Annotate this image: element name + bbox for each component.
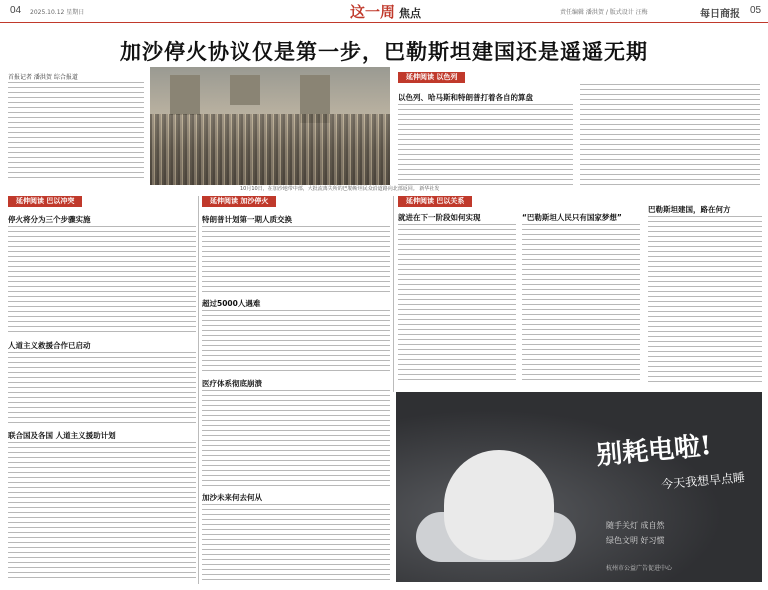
text-mid-2	[202, 310, 390, 374]
subhead-mid-3: 医疗体系彻底崩溃	[202, 379, 262, 388]
section-head-right-a: 延伸阅读 以色列	[398, 72, 465, 83]
section-head-left-a: 延伸阅读 巴以冲突	[8, 196, 82, 207]
public-service-ad	[396, 392, 762, 582]
subhead-mid-2: 超过5000人遇难	[202, 299, 261, 308]
paper-name: 每日商报	[700, 9, 740, 20]
section-head-mid-a: 延伸阅读 加沙停火	[202, 196, 276, 207]
text-left-1	[8, 226, 196, 338]
subhead-mid-1: 特朗普计划第一期人质交换	[202, 215, 292, 224]
text-right-3	[398, 224, 516, 386]
ad-sponsor: 杭州市公益广告促进中心	[606, 565, 673, 572]
editors-credit: 责任编辑 潘洪贺 / 版式设计 汪梅	[560, 9, 648, 16]
subhead-mid-4: 加沙未来何去何从	[202, 493, 262, 502]
subhead-right-4: 巴勒斯坦建国，路在何方	[648, 205, 731, 214]
ad-slogan: 别耗电啦!	[595, 431, 713, 471]
text-right-4	[522, 224, 640, 386]
text-mid-3	[202, 390, 390, 488]
subhead-left-1: 停火将分为三个步骤实施	[8, 215, 91, 224]
subhead-left-3: 联合国及各国 人道主义援助计划	[8, 431, 116, 440]
text-right-5	[648, 216, 762, 386]
column-divider	[198, 196, 199, 584]
sleeping-plug-illustration	[444, 450, 554, 560]
lead-text	[8, 82, 144, 192]
text-mid-1	[202, 226, 390, 296]
column-divider	[393, 196, 394, 392]
text-right-1	[398, 104, 573, 190]
subhead-left-2: 人道主义救援合作已启动	[8, 341, 91, 350]
subhead-right-2: 就进在下一阶段如何实现	[398, 213, 481, 222]
subhead-right-3: “巴勒斯坦人民只有国家梦想”	[522, 213, 622, 222]
page-number-left: 04	[10, 5, 22, 16]
text-mid-4	[202, 504, 390, 584]
ad-subslogan: 今天我想早点睡	[660, 470, 746, 492]
byline: 首报记者 潘洪贺 综合报道	[8, 74, 78, 81]
page-header	[0, 0, 768, 23]
page-number-right: 05	[750, 5, 762, 16]
ad-line-1: 随手关灯 成自然 绿色文明 好习惯	[606, 521, 665, 545]
main-headline: 加沙停火协议仅是第一步，巴勒斯坦建国还是遥遥无期	[120, 40, 648, 64]
text-left-2	[8, 352, 196, 426]
photo-caption: 10月10日，在加沙地带中部，大批流离失所的巴勒斯坦民众沿道路向北部返回。 新华社发	[240, 186, 440, 192]
news-photo	[150, 67, 390, 185]
text-left-3	[8, 442, 196, 582]
text-right-2	[580, 84, 760, 190]
section-head-right-b: 延伸阅读 巴以关系	[398, 196, 472, 207]
issue-date: 2025.10.12 星期日	[30, 9, 85, 16]
section-brand: 这一周 焦点	[350, 3, 422, 21]
subhead-right-1: 以色列、哈马斯和特朗普打着各自的算盘	[398, 93, 533, 102]
